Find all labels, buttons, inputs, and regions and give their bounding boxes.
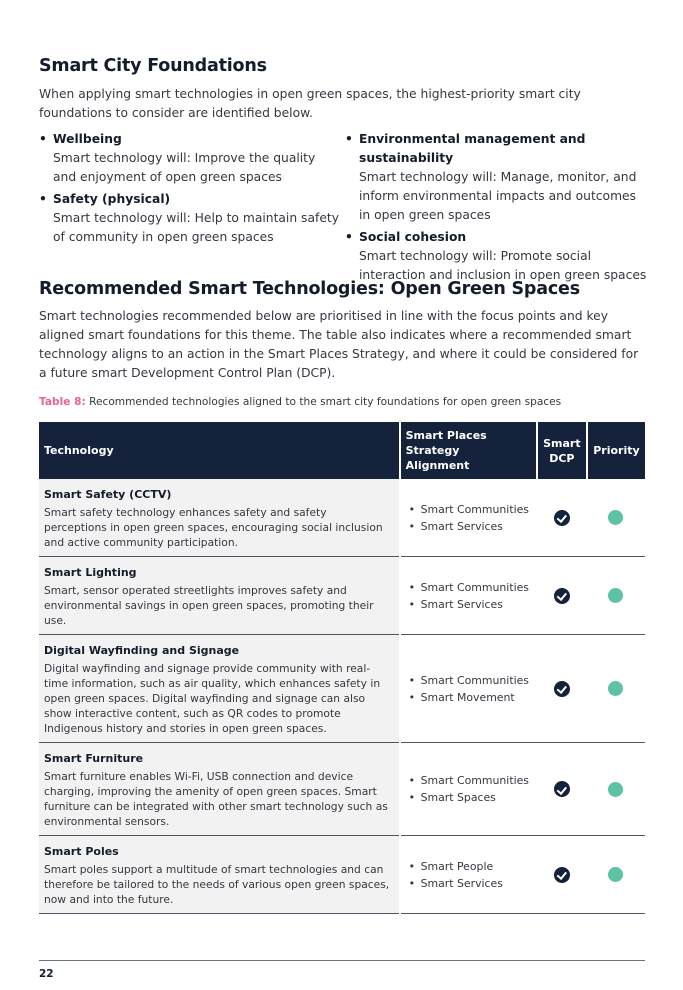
document-page [39, 0, 645, 990]
check-circle-icon [554, 867, 570, 883]
header-dcp-line2: DCP [549, 451, 575, 465]
technology-desc: Smart furniture enables Wi-Fi, USB connection and device charging, improving the amenity of open green spaces. Smart furniture can be integrated with other smart technology such as environmental sensors. [44, 770, 388, 828]
table-caption-label: Table 8: [39, 396, 86, 408]
header-alignment [400, 422, 537, 479]
section-title-technologies: Recommended Smart Technologies: Open Green Spaces [39, 279, 580, 299]
table-row [39, 557, 645, 635]
priority-dot-icon [608, 588, 623, 603]
alignment-item: • Smart Communities [408, 772, 537, 789]
technology-title: Digital Wayfinding and Signage [44, 644, 240, 657]
bullet-icon: • [345, 230, 353, 244]
technology-cell [39, 743, 400, 836]
bullet-icon: • [345, 132, 353, 146]
priority-cell [587, 635, 645, 743]
technology-desc: Smart poles support a multitude of smart technologies and can therefore be tailored to the needs of various open green spaces, now and into the future. [44, 863, 390, 906]
alignment-item: • Smart Communities [408, 579, 537, 596]
dcp-cell [537, 557, 587, 635]
foundation-desc: Smart technology will: Manage, monitor, and inform environmental impacts and outcomes in open green spaces [359, 170, 637, 222]
alignment-cell [400, 557, 537, 635]
foundation-title: Safety (physical) [53, 192, 171, 206]
priority-dot-icon [608, 867, 623, 882]
foundation-title: Environmental management and sustainability [359, 132, 586, 165]
table-caption [39, 396, 561, 408]
priority-cell [587, 557, 645, 635]
foundation-item [345, 130, 651, 225]
foundation-desc: Smart technology will: Improve the quality and enjoyment of open green spaces [53, 151, 316, 184]
header-alignment-line1: Smart Places Strategy [405, 429, 487, 457]
foundation-title: Social cohesion [359, 230, 467, 244]
dcp-cell [537, 743, 587, 836]
technologies-table [39, 422, 645, 914]
priority-dot-icon [608, 782, 623, 797]
foundations-right-column [345, 130, 651, 288]
bullet-icon: • [39, 192, 47, 206]
table-row [39, 479, 645, 557]
alignment-cell [400, 836, 537, 914]
check-circle-icon [554, 588, 570, 604]
section-title-foundations: Smart City Foundations [39, 56, 267, 76]
foundation-desc: Smart technology will: Promote social interaction and inclusion in open green spaces [359, 249, 647, 282]
alignment-item: • Smart Movement [408, 689, 537, 706]
priority-cell [587, 743, 645, 836]
alignment-item: • Smart Services [408, 596, 537, 613]
priority-dot-icon [608, 510, 623, 525]
technology-cell [39, 836, 400, 914]
foundation-item [39, 130, 339, 187]
foundation-item [39, 190, 339, 247]
table-header-row [39, 422, 645, 479]
alignment-item: • Smart People [408, 858, 537, 875]
alignment-item: • Smart Services [408, 875, 537, 892]
technology-desc: Smart safety technology enhances safety and safety perceptions in open green spaces, encouraging social inclusion and active community participation. [44, 506, 383, 549]
dcp-cell [537, 836, 587, 914]
foundation-item [345, 228, 651, 285]
header-alignment-line2: Alignment [405, 459, 470, 472]
alignment-item: • Smart Communities [408, 501, 537, 518]
technology-desc: Digital wayfinding and signage provide community with real-time information, such as air quality, which enhances safety in open green spaces. Digital wayfinding and signage can also show interactive content, such as QR codes to promote Indigenous history and stories in open green spaces. [44, 662, 381, 735]
priority-cell [587, 836, 645, 914]
alignment-item: • Smart Services [408, 518, 537, 535]
technologies-intro: Smart technologies recommended below are prioritised in line with the focus points and key aligned smart foundations for this theme. The table also indicates where a recommended smart technology aligns to an action in the Smart Places Strategy, and where it could be considered for a future smart Development Control Plan (DCP). [39, 309, 639, 380]
alignment-cell [400, 743, 537, 836]
page-number: 22 [39, 968, 54, 980]
header-dcp-line1: Smart [543, 436, 581, 450]
table-row [39, 743, 645, 836]
bullet-icon: • [39, 132, 47, 146]
foundations-intro: When applying smart technologies in open green spaces, the highest-priority smart city foundations to consider are identified below. [39, 87, 581, 120]
technology-title: Smart Lighting [44, 566, 137, 579]
header-smart-dcp [537, 422, 587, 479]
foundation-desc: Smart technology will: Help to maintain safety of community in open green spaces [53, 211, 339, 244]
technology-cell [39, 479, 400, 557]
check-circle-icon [554, 781, 570, 797]
alignment-cell [400, 635, 537, 743]
foundation-title: Wellbeing [53, 132, 122, 146]
technology-cell [39, 635, 400, 743]
check-circle-icon [554, 510, 570, 526]
header-technology: Technology [39, 422, 400, 479]
check-circle-icon [554, 681, 570, 697]
header-priority: Priority [587, 422, 645, 479]
table-row [39, 836, 645, 914]
technology-title: Smart Safety (CCTV) [44, 488, 172, 501]
priority-dot-icon [608, 681, 623, 696]
alignment-item: • Smart Spaces [408, 789, 537, 806]
foundations-left-column [39, 130, 339, 250]
priority-cell [587, 479, 645, 557]
technology-title: Smart Poles [44, 845, 119, 858]
alignment-cell [400, 479, 537, 557]
dcp-cell [537, 479, 587, 557]
technology-cell [39, 557, 400, 635]
footer-divider [39, 960, 645, 961]
dcp-cell [537, 635, 587, 743]
technology-desc: Smart, sensor operated streetlights improves safety and environmental savings in open green spaces, promoting their use. [44, 584, 374, 627]
table-row [39, 635, 645, 743]
table-caption-text: Recommended technologies aligned to the smart city foundations for open green spaces [85, 396, 562, 408]
alignment-item: • Smart Communities [408, 672, 537, 689]
technology-title: Smart Furniture [44, 752, 144, 765]
